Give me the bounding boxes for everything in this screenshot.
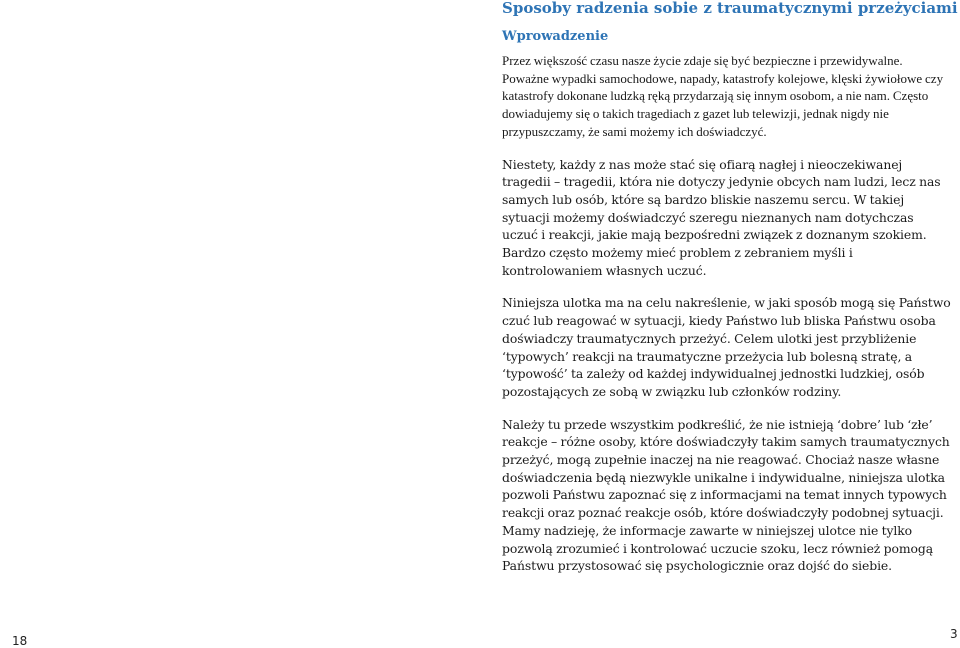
right-page-number: 3 [950, 627, 958, 641]
left-page-number: 18 [12, 634, 28, 648]
document-column [502, 0, 958, 575]
paragraph-2: Niestety, każdy z nas może stać się ofiarą nagłej i nieoczekiwanej tragedii – tragedii, która nie dotyczy jedynie obcych nam ludzi, lecz nas samych lub osób, które są bardzo bliskie naszemu sercu. W takiej sytuacji możemy doświadczyć szeregu nieznanych nam dotychczas uczuć i reakcji, jakie mają bezpośredni związek z doznanym szokiem. Bardzo często możemy mieć problem z zebraniem myśli i kontrolowaniem własnych uczuć. [502, 156, 941, 278]
paragraph-4: Należy tu przede wszystkim podkreślić, że nie istnieją ‘dobre’ lub ‘złe’ reakcje – różne osoby, które doświadczyły takim samych traumatycznych przeżyć, mogą zupełnie inaczej na nie reagować. Chociaż nasze własne doświadczenia będą niezwykle unikalne i indywidualne, niniejsza ulotka pozwoli Państwu zapoznać się z informacjami na temat innych typowych reakcji oraz poznać reakcje osób, które doświadczyły podobnej sytuacji. Mamy nadzieję, że informacje zawarte w niniejszej ulotce nie tylko pozwolą zrozumieć i kontrolować uczucie szoku, lecz również pomogą Państwu przystosować się psychologicznie oraz dojść do siebie. [502, 416, 950, 574]
paragraph-3: Niniejsza ulotka ma na celu nakreślenie, w jaki sposób mogą się Państwo czuć lub reagować w sytuacji, kiedy Państwo lub bliska Państwu osoba doświadczy traumatycznych przeżyć. Celem ulotki jest przybliżenie ‘typowych’ reakcji na traumatyczne przeżycia lub bolesną stratę, a ‘typowość’ ta zależy od każdej indywidualnej jednostki ludzkiej, osób pozostających ze sobą w związku lub członków rodziny. [502, 295, 951, 399]
paragraph-intro: Przez większość czasu nasze życie zdaje się być bezpieczne i przewidywalne. Poważne wypadki samochodowe, napady, katastrofy kolejowe, klęski żywiołowe czy katastrofy dokonane ludzką ręką przydarzają się innym osobom, a nie nam. Często dowiadujemy się o takich tragediach z gazet lub telewizji, jednak nigdy nie przypuszczamy, że sami możemy ich doświadczyć. [502, 53, 944, 139]
document-title: Sposoby radzenia sobie z traumatycznymi przeżyciami [502, 0, 958, 17]
section-heading: Wprowadzenie [502, 29, 609, 44]
